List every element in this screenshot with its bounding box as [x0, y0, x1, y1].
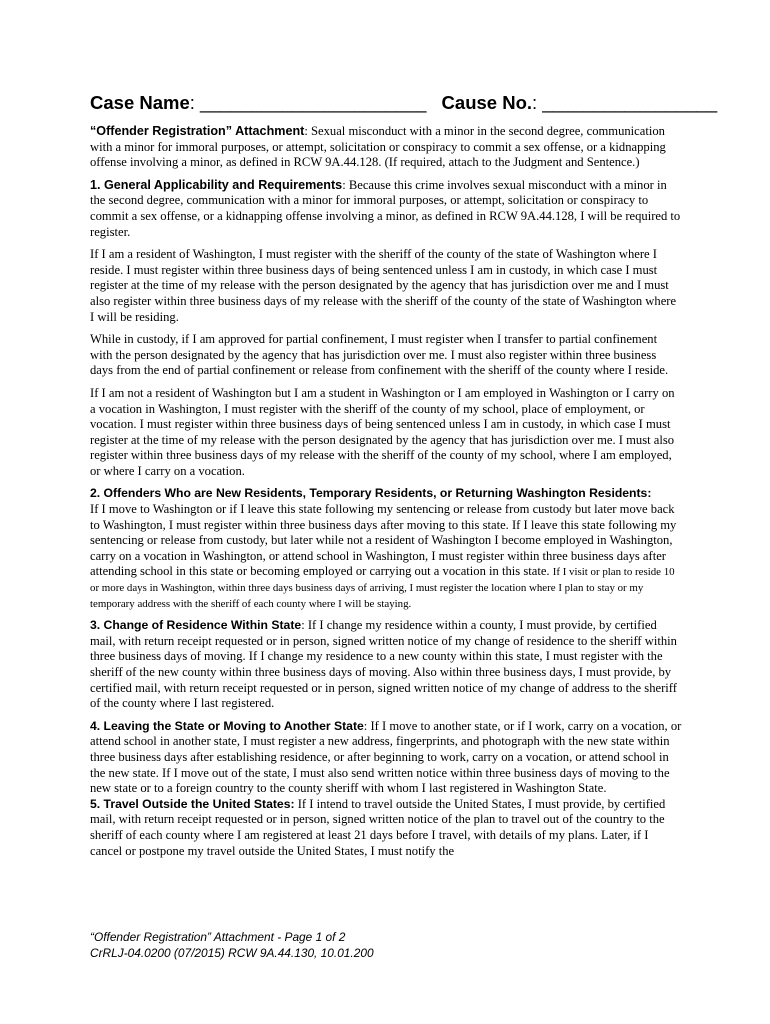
section-1-heading: 1. General Applicability and Requirements: [90, 177, 343, 192]
intro-paragraph: “Offender Registration” Attachment: Sexual misconduct with a minor in the second degree, communication with a minor for immoral purposes, or attempt, solicitation or conspiracy to commit a sex offense, or a kidnapping offense involving a minor, as defined in RCW 9A.44.128. (If required, attach to the Judgment and Sentence.): [90, 124, 666, 170]
section-5-paragraph: [90, 797, 682, 859]
section-1-text: Because this crime involves sexual misconduct with a minor in the second degree, communication with a minor for immoral purposes, or attempt, solicitation or conspiracy to commit a sex offense, or a kidnapping offense involving a minor, as defined in RCW 9A.44.128, I will be required to register.: [90, 177, 681, 239]
section-2-heading: 2. Offenders Who are New Residents, Temporary Residents, or Returning Washington Residents:: [90, 486, 652, 501]
case-header: Case Name: ______________________ Cause No.: _________________: [90, 92, 718, 113]
section-4-paragraph: 4. Leaving the State or Moving to Another State: If I move to another state, or if I work, carry on a vocation, or attend school in another state, I must register a new address, fingerprints, and photograph with the new state within three business days after establishing residence, or after beginning to work, carry on a vocation, or attend school in the new state. If I move out of the state, I must also send written notice within three business days of moving to the new state or to a foreign country to the county sheriff with whom I last registered in Washington State.: [90, 718, 682, 796]
section-2-text: If I move to Washington or if I leave this state following my sentencing or release from custody but later move back to Washington, I must register within three business days after moving to this state. If I leave this state following my sentencing or release from custody, but later while not a resident of Washington I become employed in Washington, carry on a vocation in Washington, or attend school in Washington, I must register within three business days after attending school in this state or becoming employed or carrying out a vocation in this state.: [90, 502, 677, 579]
section-2-visit-text: If I visit or plan to reside 10 or more days in Washington, within three days business days of arriving, I must register the location where I plan to stay or my temporary address with the sheriff of each county where I will be staying.: [90, 566, 675, 610]
section-1-paragraph: 1. General Applicability and Requirements: Because this crime involves sexual misconduct with a minor in the second degree, communication with a minor for immoral purposes, or attempt, solicitation or conspiracy to commit a sex offense, or a kidnapping offense involving a minor, as defined in RCW 9A.44.128, I will be required to register.: [90, 177, 681, 239]
section-3-paragraph: 3. Change of Residence Within State: If I change my residence within a county, I must provide, by certified mail, with return receipt requested or in person, signed written notice of my change of residence to the sheriff within three business days of moving. If I change my residence to a new county within this state, I must register with the sheriff of the new county within three business days of moving. Also within three business days, I must provide, by certified mail, with return receipt requested or in person, signed written notice of my change of address to the sheriff of the county where I last registered.: [90, 618, 677, 711]
cause-no-label: Cause No.: [441, 92, 533, 113]
section-5-heading: 5. Travel Outside the United States:: [90, 796, 295, 811]
section-2-paragraph: [90, 486, 682, 611]
section-5-text: If I intend to travel outside the United States, I must provide, by certified mail, with return receipt requested or in person, signed written notice of the plan to travel out of the country to the sheriff of each county where I am registered at least 21 days before I travel, with details of my plans. Later, if I cancel or postpone my travel outside the United States, I must notify the: [90, 796, 666, 858]
section-1-custody-paragraph: While in custody, if I am approved for partial confinement, I must register when I transfer to partial confinement with the person designated by the agency that has jurisdiction over me. I must also register within three business days from the end of partial confinement or release from confinement with the sheriff of the county where I reside.: [90, 332, 669, 378]
footer-form-code: CrRLJ-04.0200 (07/2015) RCW 9A.44.130, 10.01.200: [90, 946, 374, 960]
case-name-blank: ______________________: [200, 92, 427, 113]
section-3-text: If I change my residence within a county, I must provide, by certified mail, with return receipt requested or in person, signed written notice of my change of residence to the sheriff within three business days of moving. If I change my residence to a new county within this state, I must register with the sheriff of the new county within three business days of moving. Also within three business days, I must provide, by certified mail, with return receipt requested or in person, signed written notice of my change of address to the sheriff of the county where I last registered.: [90, 618, 677, 711]
section-4-text: If I move to another state, or if I work, carry on a vocation, or attend school in another state, I must register a new address, fingerprints, and photograph with the new state within three business days after establishing residence, or after beginning to work, carry on a vocation, or attend school in the new state. If I move out of the state, I must also send written notice within three business days of moving to the new state or to a foreign country to the county sheriff with whom I last registered in Washington State.: [90, 718, 682, 796]
section-1-residents-paragraph: If I am a resident of Washington, I must register with the sheriff of the county of the state of Washington where I reside. I must register within three business days of being sentenced unless I am in custody, in which case I must register at the time of my release with the person designated by the agency that has jurisdiction over me and I must also register within three business days of my release with the sheriff of the county of the state of Washington where I will be residing.: [90, 247, 677, 324]
document-page: [90, 92, 718, 859]
footer-page-label: “Offender Registration” Attachment - Page 1 of 2: [90, 930, 346, 944]
section-4-heading: 4. Leaving the State or Moving to Another State: [90, 718, 364, 733]
section-3-heading: 3. Change of Residence Within State: [90, 618, 302, 633]
page-footer: [90, 929, 374, 961]
intro-heading: “Offender Registration” Attachment: [90, 124, 305, 138]
cause-no-blank: _________________: [542, 92, 718, 113]
section-1-nonresident-paragraph: If I am not a resident of Washington but I am a student in Washington or I am employed in Washington or I carry on a vocation in Washington, I must register with the sheriff of the county of my school, place of employment, or vocation. I must register within three business days of being sentenced unless I am in custody, in which case I must register at the time of my release with the person designated by the agency that has jurisdiction over me. I must also register within three business days of my release with the sheriff of the county of my school, where I am employed, or where I carry on a vocation.: [90, 385, 675, 478]
case-name-label: Case Name: [90, 92, 190, 113]
intro-text: Sexual misconduct with a minor in the second degree, communication with a minor for immoral purposes, or attempt, solicitation or conspiracy to commit a sex offense, or a kidnapping offense involving a minor, as defined in RCW 9A.44.128. (If required, attach to the Judgment and Sentence.): [90, 124, 666, 170]
